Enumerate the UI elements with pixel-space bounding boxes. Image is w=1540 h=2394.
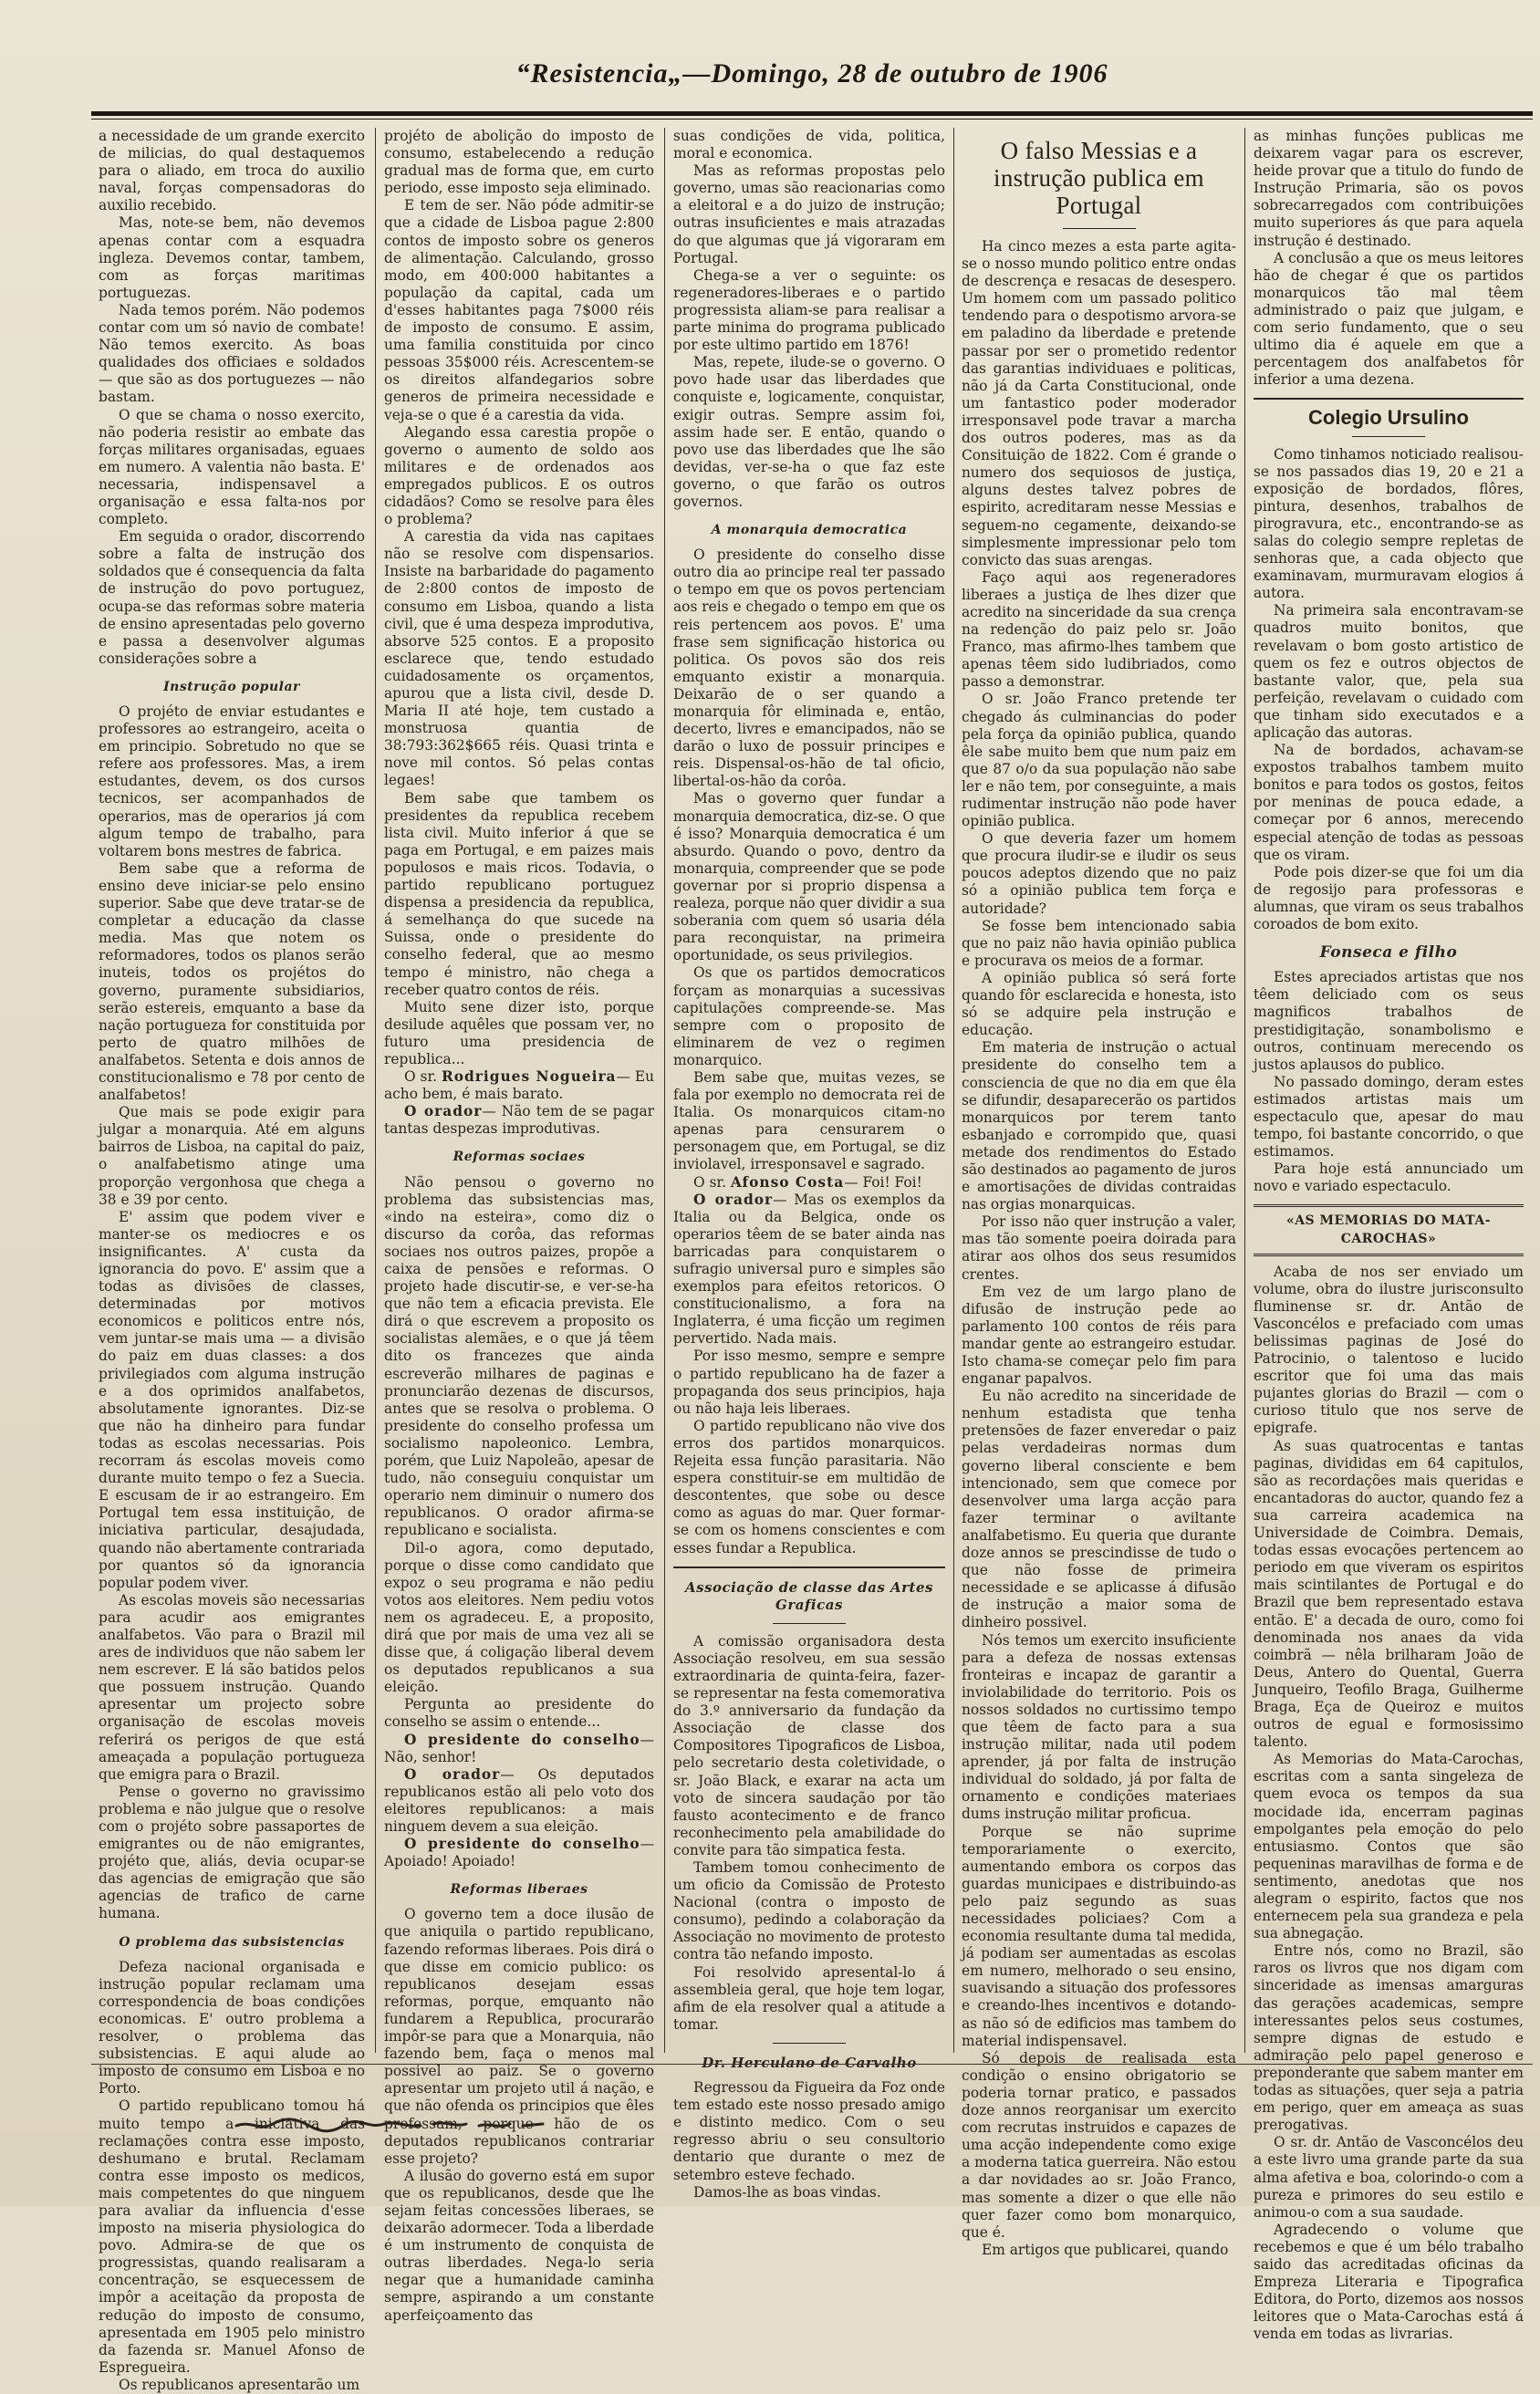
paragraph: Faço aqui aos regeneradores liberaes a justiça de lhes dizer que acredito na sinceridade da sua crença na redenção do paiz pelo sr. João Franco, mas afirmo-lhes tambem que apenas têem sido ludibriados, como passo a demonstrar.	[962, 568, 1236, 691]
paragraph: Estes apreciados artistas que nos têem deliciado com os seus magnificos trabalhos de prestidigitação, sonambolismo e outros, continuam merecendo os justos aplausos do publico.	[1254, 969, 1524, 1073]
paragraph: a necessidade de um grande exercito de milicias, do qual destaquemos para o aliado, em troca do auxilio naval, forças compensadoras do auxilio recebido.	[99, 128, 365, 214]
dialogue-line	[673, 1192, 945, 1348]
column-divider	[375, 128, 376, 2053]
paragraph: O governo tem a doce ilusão de que aniquila o partido republicano, fazendo reformas liberaes. Pois dirá o que disse em comicio publico: os republicanos desejam essas reformas, porque, emquanto não fundarem a Republica, procurarão impôr-se para que a Monarquia, não fazendo bem, faça o menos mal possivel ao paiz. Se o governo apresentar um projeto util á nação, e que não ofenda os principios que êles professam, porque hão de os deputados republicanos contrariar esse projeto?	[384, 1906, 654, 2167]
header-rule-thin	[91, 119, 1533, 120]
paragraph: Bem sabe que, muitas vezes, se fala por exemplo no democrata rei de Italia. Os monarquicos citam-no apenas para censurarem o personagem que, em Portugal, se diz inviolavel, irresponsavel e sagrado.	[673, 1068, 945, 1173]
paragraph: Alegando essa carestia propõe o governo o aumento de soldo aos militares e de ordenados aos empregados publicos. E os outros cidadãos? Como se resolve para êles o problema?	[384, 423, 654, 528]
paragraph: Muito sene dizer isto, porque desilude aquêles que possam ver, no futuro uma presidencia de republica...	[384, 998, 654, 1067]
article-title: Dr. Herculano de Carvalho	[702, 2054, 917, 2071]
paragraph: Bem sabe que a reforma de ensino deve iniciar-se pelo ensino superior. Sabe que deve tratar-se de completar a educação da classe media. Mas que notem os reformadores, todos os planos serão inuteis, todos os projétos do governo, puramente subsidiarios, serão estereis, emquanto a base da nação portugueza for constituida por perto de quatro milhões de analfabetos. Setenta e dois annos de constitucionalismo e 78 por cento de analfabetos!	[99, 859, 365, 1104]
paragraph: Nós temos um exercito insuficiente para a defeza de nossas extensas fronteiras e incapaz de garantir a inviolabilidade do territorio. Pois os nossos soldados no curtissimo tempo que têem de facto para a sua instrução militar, nada util podem aprender, já por falta de instrução individual do soldado, já por falta de ornamento e condições materiaes dums instrução militar proficua.	[962, 1631, 1236, 1823]
speaker-name: O presidente do conselho	[404, 1836, 640, 1853]
dialogue-text: — Eu acho bem, é mais barato.	[384, 1068, 654, 1103]
title-underline	[1063, 228, 1136, 229]
column-divider	[953, 128, 954, 2053]
column-1	[99, 128, 365, 2393]
speaker-name: O orador	[404, 1765, 501, 1783]
paragraph: Regressou da Figueira da Foz onde tem estado este nosso presado amigo e distinto medico. Com o seu regresso abriu o seu consultorio dentario que durante o mez de setembro esteve fechado.	[673, 2079, 945, 2183]
paragraph: Nada temos porém. Não podemos contar com um só navio de combate! Não temos exercito. As boas qualidades dos officiaes e soldados — que são as dos portuguezes — não bastam.	[99, 301, 365, 406]
dialogue-text: — Não, senhor!	[384, 1731, 654, 1765]
paragraph: O presidente do conselho disse outro dia ao principe real ter passado o tempo em que os povos pertenciam aos reis e chegado o tempo em que os reis pertencem aos povos. E' uma frase sem significação historica ou politica. Os povos são dos reis emquanto existir a monarquia. Deixarão de o ser quando a monarquia fôr eliminada e, então, decerto, livres e emancipados, não se darão o luxo de possuir principes e reis. Dispensal-os-hão de tal oficio, libertal-os-hão da corôa.	[673, 546, 945, 790]
section-heading: Reformas sociaes	[453, 1150, 586, 1165]
paragraph: Mas, note-se bem, não devemos apenas contar com a esquadra ingleza. Devemos contar, tambem, com as forças maritimas portuguezas.	[99, 214, 365, 301]
paragraph: Por isso não quer instrução a valer, mas tão somente poeira doirada para atirar aos olhos dos seus resumidos crentes.	[962, 1213, 1236, 1283]
article-title: Fonseca e filho	[1319, 943, 1458, 963]
paragraph: Na de bordados, achavam-se expostos trabalhos tambem muito bonitos e para todos os gostos, feitos por meninas de pouca edade, a começar por 6 annos, merecendo especial atenção de todas as pessoas que os viram.	[1254, 742, 1524, 863]
paragraph: A conclusão a que os meus leitores hão de chegar é que os partidos monarquicos tão mal têem administrado o paiz que julgam, e com serio fundamento, que o seu ultimo dia é aquele em que a percentagem dos analfabetos fôr inferior a uma dezena.	[1254, 249, 1524, 389]
article-divider	[1254, 398, 1524, 400]
title-underline	[1352, 436, 1425, 437]
paragraph: O que se chama o nosso exercito, não poderia resistir ao embate das forças militares organisadas, eguaes em numero. A valentia não basta. E' necessaria, indispensavel a organisação e essa falta-nos por completo.	[99, 406, 365, 528]
paragraph: Foi resolvido apresental-lo á assembleia geral, que hoje tem logar, afim de ela resolver qual a atitude a tomar.	[673, 1963, 945, 2033]
column-3	[673, 128, 946, 2201]
column-2	[384, 128, 655, 2324]
dialogue-prefix: O sr.	[404, 1068, 438, 1086]
dialogue-text: — Os deputados republicanos estão ali pelo voto dos eleitores republicanos: a mais ninguem devem a sua eleição.	[384, 1765, 654, 1835]
speaker-name: O presidente do conselho	[404, 1731, 640, 1748]
paragraph: Que mais se pode exigir para julgar a monarquia. Até em alguns bairros de Lisboa, na capital do paiz, o analfabetismo atinge uma proporção vergonhosa que chega a 38 e 39 por cento.	[99, 1104, 365, 1208]
paragraph: Em vez de um largo plano de difusão de instrução pede ao parlamento 100 contos de réis para mandar gente ao estrangeiro estudar. Isto chama-se começar pelo fim para enganar papalvos.	[962, 1283, 1236, 1388]
paragraph: A ilusão do governo está em supor que os republicanos, desde que lhe sejam feitas concessões liberaes, se deixarão adormecer. Toda a liberdade é um instrumento de conquista de outras liberdades. Nega-lo seria negar que a humanidade caminha sempre, aspirando a um constante aperfeiçoamento das	[384, 2167, 654, 2324]
column-divider	[664, 128, 665, 2053]
section-heading: O problema das subsistencias	[119, 1934, 345, 1950]
speaker-name: Rodrigues Nogueira	[441, 1068, 617, 1086]
column-divider	[1244, 128, 1245, 2053]
paragraph: as minhas funções publicas me deixarem vagar para os escrever, heide provar que a titulo do fundo de Instrução Primaria, são os povos sobrecarregados com contribuições muito superiores ás que para aquela instrução é destinado.	[1254, 128, 1524, 249]
paragraph: Não pensou o governo no problema das subsistencias mas, «indo na esteira», como diz o discurso da corôa, das reformas sociaes nos outros paizes, propõe a caixa de pensões e reformas. O projeto hade discutir-se, e ver-se-ha que não tem a eficacia prevista. Ele dirá o que escrevem a proposito os socialistas alemães, e o que já têem dito os francezes que ainda escreverão milhares de paginas e pronunciarão dezenas de discursos, antes que se resolva o problema. O presidente do conselho professa um socialismo napoleonico. Lembra, porém, que Luiz Napoleão, apesar de tudo, não conseguiu conquistar um operario nem diminuir o numero dos republicanos. O orador afirma-se republicano e socialista.	[384, 1173, 654, 1539]
paragraph: Pergunta ao presidente do conselho se assim o entende...	[384, 1696, 654, 1731]
speaker-name: O orador	[693, 1191, 774, 1208]
column-4	[962, 128, 1236, 2258]
paragraph: E tem de ser. Não póde admitir-se que a cidade de Lisboa pague 2:800 contos de imposto sobre os generos de alimentação. Calculando, grosso modo, em 400:000 habitantes a população da capital, cada um d'esses habitantes paga 7$000 réis de imposto de consumo. E assim, uma familia constituida por cinco pessoas 35$000 réis. Acrescentem-se os direitos alfandegarios sobre generos de primeira necessidade e veja-se o que é a carestia da vida.	[384, 197, 654, 423]
paragraph: Ha cinco mezes a esta parte agita-se o nosso mundo politico entre ondas de descrença e resacas de desespero. Um homem com um passado politico tendendo para o despotismo arvora-se em paladino da liberdade e pretende passar por ser o prometido redentor das garantias individuaes e politicas, não já da Carta Constitucional, onde um fantastico poder moderador irresponsavel pode travar a marcha dos outros poderes, mas as da Consituição de 1822. Com é grande o numero dos sequiosos de justiça, alguns destes talvez pobres de espirito, acreditaram nesse Messias e seguem-no cegamente, deixando-se simplesmente impressionar pelo tom convicto das suas arengas.	[962, 238, 1236, 568]
paragraph: O partido republicano tomou há muito tempo a iniciativa das reclamações contra esse imposto, deshumano e brutal. Reclamam contra esse imposto os medicos, mais competentes do que ninguem para avaliar da influencia d'esse imposto na miseria physiologica do povo. Admira-se de que os progressistas, quando realisaram a concentração, se esquecessem de impôr a aceitação da proposta de redução do imposto de consumo, apresentada em 1905 pelo ministro da fazenda sr. Manuel Afonso de Espregueira.	[99, 2097, 365, 2376]
header-rule	[91, 111, 1533, 116]
paragraph: Em materia de instrução o actual presidente do conselho tem a consciencia de que no dia em que êla se difundir, desaparecerão os partidos monarquicos por terem tanto esbanjado e corrompido que, quasi metade dos rendimentos do Estado são destinados ao pagamento de juros e amortisações de dividas contraidas nas orgias monarquicas.	[962, 1039, 1236, 1213]
section-heading: Reformas liberaes	[450, 1882, 588, 1898]
dialogue-prefix: O sr.	[693, 1173, 726, 1191]
paragraph: Em seguida o orador, discorrendo sobre a falta de instrução dos soldados que é consequencia da falta de instrução do povo portuguez, ocupa-se das reformas sobre materia de ensino apresentadas pelo governo e passa a desenvolver algumas considerações sobre a	[99, 528, 365, 667]
paragraph: suas condições de vida, politica, moral e economica.	[673, 128, 945, 162]
paragraph: O sr. João Franco pretende ter chegado ás culminancias do poder pela força da opinião publica, quando êle sabe muito bem que num paiz em que 87 o/o da sua população não sabe ler e não tem, por conseguinte, a mais rudimentar instrução não pode haver opinião publica.	[962, 691, 1236, 830]
paragraph: A opinião publica só será forte quando fôr esclarecida e honesta, isto só se adquire pela instrução e educação.	[962, 969, 1236, 1039]
paragraph: As escolas moveis são necessarias para acudir aos emigrantes analfabetos. Vão para o Brazil mil ares de individuos que não sabem ler nem escrever. E lá são batidos pelos que possuem instrução. Quando apresentar um projecto sobre organisação de escolas moveis referirá os perigos de que está ameaçada a população portugueza que emigra para o Brazil.	[99, 1591, 365, 1783]
paragraph: Porque se não suprime temporariamente o exercito, aumentando embora os corpos das guardas municipaes e distribuindo-as pelo paiz segundo as suas necessidades policiaes? Com a economia resultante duma tal medida, já podiam ser aumentadas as escolas em numero, melhorado o seu ensino, suavisando a situação dos professores e creando-lhes incentivos e dotando-as não só de edificios mas tambem do material indispensavel.	[962, 1823, 1236, 2049]
dialogue-line	[673, 1174, 945, 1192]
paragraph: E' assim que podem viver e manter-se os mediocres e os insignificantes. A' custa da ignorancia do povo. E' assim que a todas as divisões de classes, determinadas por motivos economicos e politicos entre nós, vem juntar-se mais uma — a divisão do paiz em duas classes: a dos privilegiados com alguma instrução e a dos oprimidos analfabetos, absolutamente ignorantes. Diz-se que não ha dinheiro para fundar todas as escolas necessarias. Pois recorram ás escolas moveis como durante muito tempo o fez a Suecia. E escusam de ir ao estrangeiro. Em Portugal tem essa instituição, de iniciativa particular, desajudada, quando não abertamente contrariada por quantos só da ignorancia popular podem viver.	[99, 1208, 365, 1591]
paragraph: projéto de abolição do imposto de consumo, estabelecendo a redução gradual mas de forma que, em curto periodo, esse imposto seja eliminado.	[384, 128, 654, 197]
dialogue-line	[384, 1836, 654, 1870]
paragraph: Mas o governo quer fundar a monarquia democratica, diz-se. O que é isso? Monarquia democratica é um absurdo. Quando o povo, dentro da monarquia, compreender que se pode governar por si proprio dispensa a realeza, porque não quer dividir a sua soberania com quem só usaria déla para reconquistar, na primeira oportunidade, os seus privilegios.	[673, 790, 945, 964]
paragraph: O que deveria fazer um homem que procura iludir-se e iludir os seus poucos adeptos dizendo que no paiz só a opinião publica tem força e autoridade?	[962, 830, 1236, 917]
paragraph: Mas, repete, ilude-se o governo. O povo hade usar das liberdades que conquiste e, logicamente, conquistar, exigir outras. Sempre assim foi, assim hade ser. E então, quando o povo use das liberdades que lhe são devidas, ver-se-ha o que faz este governo, o que farão os outros governos.	[673, 354, 945, 510]
paragraph: Na primeira sala encontravam-se quadros muito bonitos, que revelavam o bom gosto artistico de quem os fez e outros objectos de bastante valor, que, pela sua perfeição, revelavam o cuidado com que tinham sido executados e a aplicação das autoras.	[1254, 602, 1524, 741]
paragraph: Mas as reformas propostas pelo governo, umas são reacionarias como a eleitoral e a do juizo de instrução; outras insuficientes e mais atrazadas do que algumas que já vigoraram em Portugal.	[673, 162, 945, 266]
dialogue-text: — Apoiado! Apoiado!	[384, 1836, 654, 1870]
article-title: Colegio Ursulino	[1308, 406, 1469, 430]
paragraph: O projéto de enviar estudantes e professores ao estrangeiro, aceita o em principio. Sobretudo no que se refere aos professores. Mas, a irem estudantes, devem, os dos cursos tecnicos, ser acompanhados de operarios, mas de operarios já com algum tempo de trabalho, para voltarem bons mestres de fabrica.	[99, 703, 365, 859]
article-title: «AS MEMORIAS DO MATA-CAROCHAS»	[1254, 1204, 1524, 1255]
paragraph: Para hoje está annunciado um novo e variado espectaculo.	[1254, 1161, 1524, 1195]
speaker-name: O orador	[404, 1103, 483, 1120]
paragraph: Pense o governo no gravissimo problema e não julgue que o resolve com o projéto sobre passaportes de emigrantes ou de não emigrantes, projéto que, aliás, devia ocupar-se das agencias de emigração que são agencias de trafico de carne humana.	[99, 1783, 365, 1922]
section-heading: Instrução popular	[163, 679, 300, 694]
handwritten-mark-image	[233, 2106, 561, 2142]
paragraph: Como tinhamos noticiado realisou-se nos passados dias 19, 20 e 21 a exposição de bordados, flôres, pintura, desenhos, trabalhos de pirogravura, etc., encontrando-se as salas do colegio sempre repletas de senhoras que, a cada objecto que examinavam, murmuravam elogios á autora.	[1254, 445, 1524, 602]
dialogue-text: — Foi! Foi!	[844, 1173, 922, 1191]
paragraph: Tambem tomou conhecimento de um oficio da Comissão de Protesto Nacional (contra o imposto de consumo), pedindo a colaboração da Associação no movimento de protesto contra tão nefando imposto.	[673, 1859, 945, 1963]
paragraph: O partido republicano não vive dos erros dos partidos monarquicos. Rejeita essa função parasitaria. Não espera constituir-se em multidão de descontentes, que sobe ou desce como as aguas do mar. Quer formar-se com os homens conscientes e com esses fundar a Republica.	[673, 1417, 945, 1556]
paragraph: Se fosse bem intencionado sabia que no paiz não havia opinião publica e procurava os meios de a formar.	[962, 917, 1236, 969]
paragraph: Damos-lhe as boas vindas.	[693, 2183, 881, 2201]
divider	[773, 2043, 846, 2044]
paragraph: Eu não acredito na sinceridade de nenhum estadista que tenha pretensões de fazer enveredar o paiz pelas verdadeiras normas dum governo liberal consciente e bem intencionado, sem que comece por desenvolver uma larga acção para fazer terminar o aviltante analfabetismo. Eu queria que durante doze annos se prescindisse de tudo o que não fosse de primeira necessidade e se aplicasse á difusão de instrução a maior soma de dinheiro possivel.	[962, 1388, 1236, 1631]
paragraph: Em artigos que publicarei, quando	[982, 2241, 1229, 2258]
dialogue-text: — Mas os exemplos da Italia ou da Belgica, onde os operarios têem de se bater ainda nas barricadas para conquistarem o sufragio universal puro e simples são exemplos para efeitos retoricos. O constitucionalismo, a fora na Inglaterra, é uma ficção um regimen pervertido. Nada mais.	[673, 1191, 946, 1348]
paragraph: Pode pois dizer-se que foi um dia de regosijo para professoras e alumnas, que viram os seus trabalhos coroados de bom exito.	[1254, 863, 1524, 933]
dialogue-line	[384, 1068, 654, 1103]
paragraph: As Memorias do Mata-Carochas, escritas com a santa singeleza de quem evoca os tempos da sua mocidade ida, encerram paginas empolgantes pela emoção do pelo entusiasmo. Contos que são pequeninas maravilhas de forma e de sentimento, anedotas que nos alegram o espirito, factos que nos enternecem pela sua grandeza e pela sua abnegação.	[1254, 1751, 1524, 1942]
paragraph: Só depois de realisada esta condição o ensino obrigatorio se poderia tornar pratico, e passados doze annos reorganisar um exercito com recrutas instruidos e capazes de uma acção independente como exige a moderna tatica guerreira. Não estou a dar novidades ao sr. João Franco, mas somente a dizer o que elle não quer fazer como bom monarquico, que é.	[962, 2049, 1236, 2241]
article-title: Associação de classe das Artes Graficas	[685, 1578, 933, 1613]
column-5	[1254, 128, 1524, 2343]
paragraph: Os que os partidos democraticos forçam as monarquias a sucessivas capitulações compreende-se. Mas sempre com o proposito de eliminarem de vez o regimen monarquico.	[673, 964, 945, 1068]
paragraph: Agradecendo o volume que recebemos e que é um bélo trabalho saido das acreditadas oficinas da Empreza Literaria e Tipografica Editora, do Porto, dizemos aos nossos leitores que o Mata-Carochas está á venda em todas as livrarias.	[1254, 2221, 1524, 2343]
paragraph: Entre nós, como no Brazil, são raros os livros que nos digam com sinceridade as imensas amarguras das gerações academicas, sempre interessantes pelos seus costumes, sempre dignas de estudo e admiração pelo papel generoso e preponderante que sabem manter em todas as situações, quer seja a patria em perigo, quer em ameaça as suas prerogativas.	[1254, 1942, 1524, 2134]
dialogue-line	[384, 1766, 654, 1836]
dialogue-line	[384, 1103, 654, 1138]
paragraph: Bem sabe que tambem os presidentes da republica recebem lista civil. Muito inferior á que se paga em Portugal, e em paizes mais populosos e mais ricos. Todavia, o partido republicano portuguez dispensa a presidencia da republica, á semelhança do que sucede na Suissa, onde o presidente do conselho federal, que ao mesmo tempo é ministro, não chega a receber quatro contos de réis.	[384, 789, 654, 998]
paragraph: No passado domingo, deram estes estimados artistas mais um espectaculo que, apesar do mau tempo, foi bastante concorrido, o que estimamos.	[1254, 1073, 1524, 1161]
paragraph: A carestia da vida nas capitaes não se resolve com dispensarios. Insiste na barbaridade do pagamento de 2:800 contos de imposto de consumo em Lisboa, quando a lista civil, que é uma despeza improdutiva, absorve 525 contos. E a proposito esclarece que, tendo estudado cuidadosamente os orçamentos, apurou que a lista civil, desde D. Maria II até hoje, tem custado a monstruosa quantia de 38:793:362$665 réis. Quasi trinta e nove mil contos. Só pelas contas legaes!	[384, 528, 654, 789]
speaker-name: Afonso Costa	[730, 1173, 845, 1191]
paragraph: Os republicanos apresentarão um	[119, 2376, 360, 2393]
paragraph: Acaba de nos ser enviado um volume, obra do ilustre jurisconsulto fluminense sr. dr. Antão de Vasconcélos e prefaciado com umas belissimas paginas de José do Patrocinio, o talentoso e lucido escritor que foi uma das mais pujantes glorias do Brazil — com o curioso titulo que nos serve de epigrafe.	[1254, 1263, 1524, 1437]
title-underline	[773, 1623, 846, 1624]
article-divider	[673, 1567, 945, 1568]
paragraph: Defeza nacional organisada e instrução popular reclamam uma correspondencia de boas condições economicas. E' outro problema a resolver, o problema das subsistencias. E aqui alude ao imposto de consumo em Lisboa e no Porto.	[99, 1958, 365, 2097]
paragraph: A comissão organisadora desta Associação resolveu, em sua sessão extraordinaria de quinta-feira, fazer-se representar na festa comemorativa do 3.º anniversario da fundação da Associação de classe dos Compositores Tipograficos de Lisboa, pelo secretario desta coletividade, o sr. João Black, e exarar na acta um voto de sincera saudação por tão fausto acontecimento e de franco reconhecimento pela amabilidade do convite para tão simpatica festa.	[673, 1632, 945, 1858]
running-title: “Resistencia„—Domingo, 28 de outubro de 1906	[515, 58, 1108, 88]
article-headline: O falso Messias e a instrução publica em Portugal	[994, 137, 1204, 219]
paragraph: Chega-se a ver o seguinte: os regeneradores-liberaes e o partido progressista aliam-se para realisar a parte minima do programa publicado por este ultimo partido em 1876!	[673, 266, 945, 354]
footer-rule	[91, 2064, 1533, 2065]
paragraph: Por isso mesmo, sempre e sempre o partido republicano ha de fazer a propaganda dos seus principios, haja ou não haja leis liberaes.	[673, 1348, 945, 1417]
paragraph: O sr. dr. Antão de Vasconcélos deu a este livro uma grande parte da sua alma afetiva e boa, colorindo-o com a pureza e primores do seu estilo e animou-o com a sua saudade.	[1254, 2134, 1524, 2221]
dialogue-line	[384, 1732, 654, 1766]
paragraph: Dil-o agora, como deputado, porque o disse como candidato que expoz o seu programa e não pediu votos aos eleitores. Nem pediu votos nem os agradeceu. E, a proposito, dirá que por mais de uma vez ali se disse que, á coligação liberal devem os deputados republicanos a sua eleição.	[384, 1539, 654, 1696]
running-head	[100, 58, 1524, 104]
dialogue-text: — Não tem de se pagar tantas despezas improdutivas.	[384, 1103, 655, 1138]
section-heading: A monarquia democratica	[711, 523, 908, 538]
paragraph: As suas quatrocentas e tantas paginas, divididas em 64 capitulos, são as recordações mais queridas e encantadoras do auctor, quando fez a sua carreira academica na Universidade de Coimbra. Demais, todas essas evocações pertencem ao periodo em que viveram os espiritos mais scintilantes de Portugal e do Brazil que bem representado estava então. E' a decada de ouro, como foi denominada nos anaes da vida coimbrã — nêla brilharam João de Deus, Antero do Quental, Guerra Junqueiro, Teofilo Braga, Guilherme Braga, Eça de Queiroz e muitos outros de egual e formosissimo talento.	[1254, 1437, 1524, 1751]
